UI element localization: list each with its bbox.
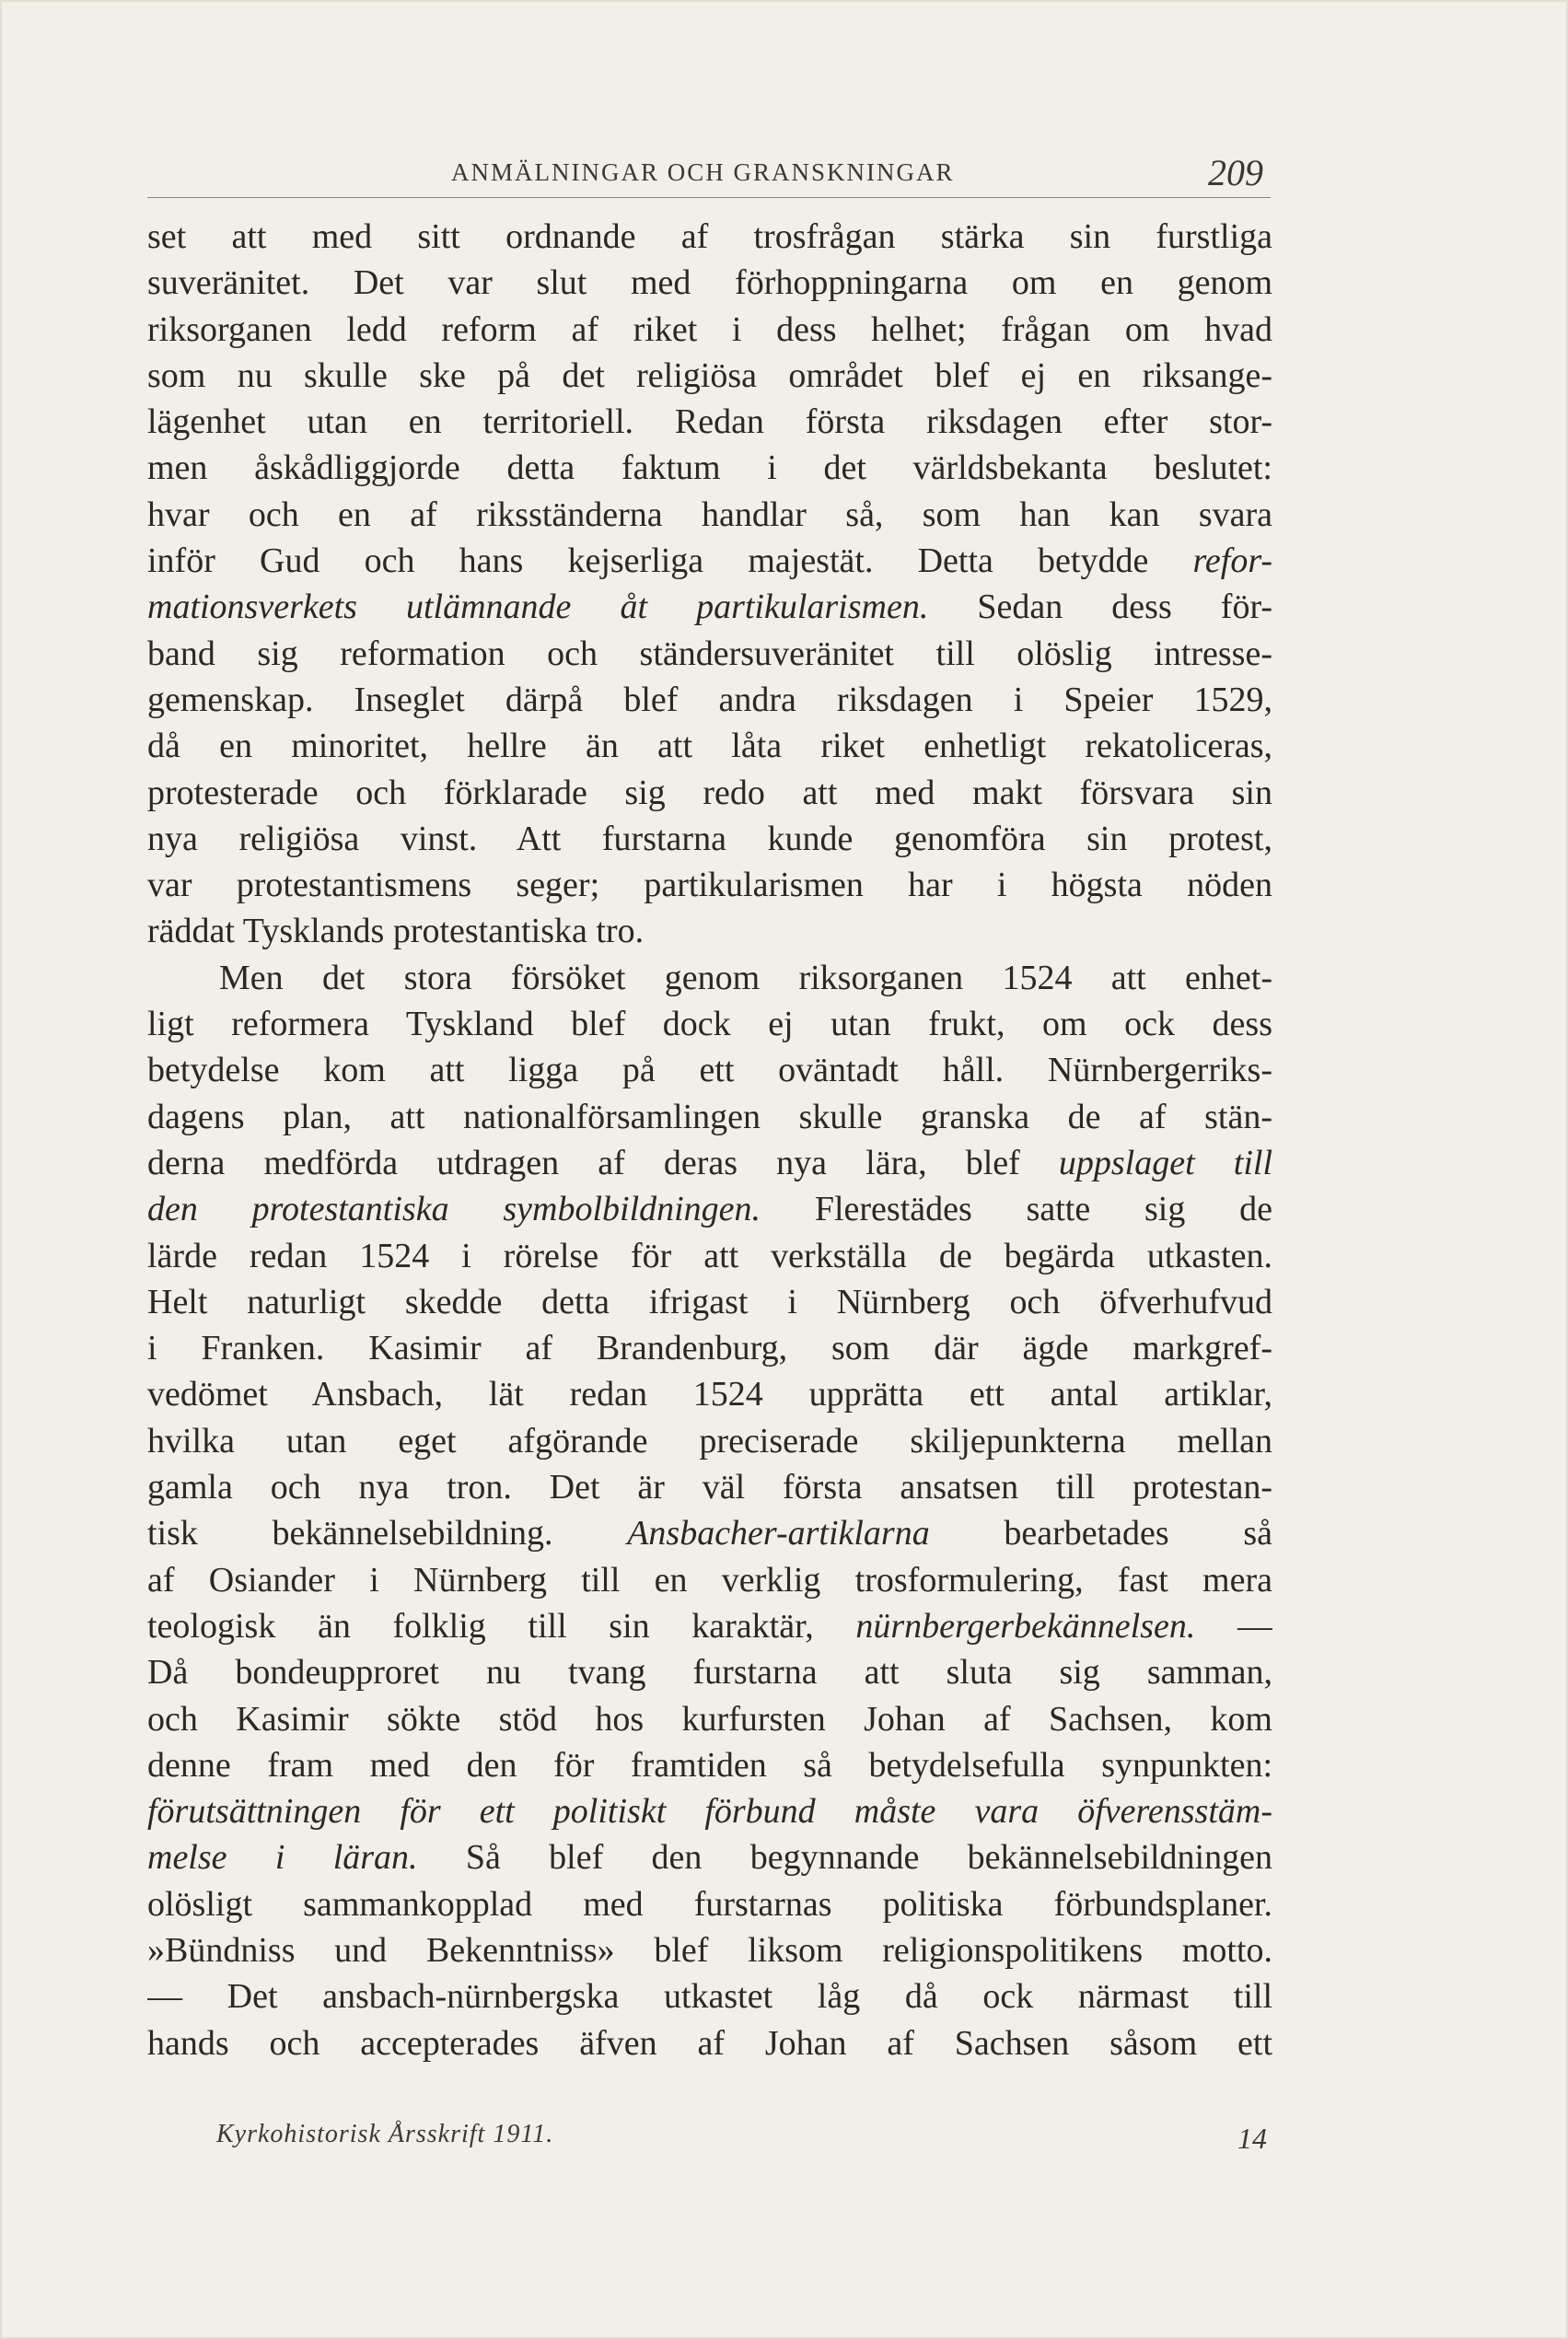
italic-phrase: den protestantiska symbolbildningen. [147,1190,761,1229]
text-line: gamla och nya tron. Det är väl första ansatsen till protestan- [147,1468,1272,1507]
text-line: hvilka utan eget afgörande preciserade skiljepunkterna mellan [147,1421,1272,1460]
text-line: riksorganen ledd reform af riket i dess helhet; frågan om hvad [147,309,1272,349]
text-line [147,1788,1272,1834]
text-line: Då bondeupproret nu tvang furstarna att sluta sig samman, [147,1653,1272,1693]
text-line: men åskådliggjorde detta faktum i det världsbekanta beslutet: [147,448,1272,488]
text-line: och Kasimir sökte stöd hos kurfursten Johan af Sachsen, kom [147,1699,1272,1739]
text-line: som nu skulle ske på det religiösa området blef ej en riksange- [147,355,1272,395]
text-line: teologisk än folklig till sin karaktär, nürnbergerbekännelsen. — [147,1606,1272,1646]
text-line: inför Gud och hans kejserliga majestät. Detta betydde refor- [147,541,1272,581]
running-head [147,151,1271,198]
text-line: derna medförda utdragen af deras nya lära, blef uppslaget till [147,1143,1272,1182]
text-line: den protestantiska symbolbildningen. Flerestädes satte sig de [147,1190,1272,1229]
text-line: band sig reformation och ständersuveränitet till olöslig intresse- [147,634,1272,673]
text-line: hands och accepterades äfven af Johan af Sachsen såsom ett [147,2023,1272,2063]
italic-phrase: förutsättningen för ett politiskt förbund måste vara öfverensstäm- [147,1792,1272,1832]
text-line: räddat Tysklands protestantiska tro. [147,912,645,951]
text-line: olösligt sammankopplad med furstarnas politiska förbundsplaner. [147,1884,1272,1924]
text-line: i Franken. Kasimir af Brandenburg, som där ägde markgref- [147,1329,1272,1368]
signature-mark: 14 [1237,2122,1267,2155]
text-line: Men det stora försöket genom riksorganen 1524 att enhet- [219,958,1272,997]
text-line: af Osiander i Nürnberg till en verklig trosformulering, fast mera [147,1560,1272,1600]
journal-title: Kyrkohistorisk Årsskrift 1911. [216,2120,554,2148]
body-text [147,214,1272,2066]
text-line: lägenhet utan en territoriell. Redan första riksdagen efter stor- [147,402,1272,442]
text-line: denne fram med den för framtiden så betydelsefulla synpunkten: [147,1745,1272,1785]
page-number: 209 [1208,152,1263,193]
text-line: melse i läran. Så blef den begynnande bekännelsebildningen [147,1838,1272,1878]
text-line: Helt naturligt skedde detta ifrigast i Nürnberg och öfverhufvud [147,1282,1272,1321]
text-line: betydelse kom att ligga på ett oväntadt håll. Nürnbergerriks- [147,1051,1272,1090]
text-line: gemenskap. Inseglet därpå blef andra riksdagen i Speier 1529, [147,680,1272,719]
italic-phrase: melse i läran. [147,1838,418,1878]
text-line: då en minoritet, hellre än att låta riket enhetligt rekatoliceras, [147,727,1272,766]
text-line: tisk bekännelsebildning. Ansbacher-artiklarna bearbetades så [147,1514,1272,1554]
italic-phrase: nürnbergerbekännelsen. [855,1606,1196,1646]
text-line: dagens plan, att nationalförsamlingen skulle granska de af stän- [147,1097,1272,1136]
text-line: protesterade och förklarade sig redo att med makt försvara sin [147,773,1272,812]
italic-phrase: uppslaget till [1058,1143,1272,1182]
text-line: vedömet Ansbach, lät redan 1524 upprätta ett antal artiklar, [147,1375,1272,1414]
text-line: »Bündniss und Bekenntniss» blef liksom religionspolitikens motto. [147,1930,1272,1970]
text-line: lärde redan 1524 i rörelse för att verkställa de begärda utkasten. [147,1236,1272,1275]
text-line: set att med sitt ordnande af trosfrågan stärka sin furstliga [147,217,1272,256]
running-title: ANMÄLNINGAR OCH GRANSKNINGAR [451,158,955,186]
italic-phrase: refor- [1192,541,1272,581]
text-line: nya religiösa vinst. Att furstarna kunde genomföra sin protest, [147,819,1272,858]
text-line: — Det ansbach-nürnbergska utkastet låg då ock närmast till [147,1977,1272,2017]
text-line: var protestantismens seger; partikularismen har i högsta nöden [147,866,1272,905]
text-line: mationsverkets utlämnande åt partikularismen. Sedan dess för- [147,588,1272,627]
text-line: hvar och en af riksständerna handlar så, som han kan svara [147,495,1272,534]
text-line: ligt reformera Tyskland blef dock ej utan frukt, om ock dess [147,1005,1272,1044]
page-footer [216,2120,1271,2166]
italic-phrase: mationsverkets utlämnande åt partikularismen. [147,588,929,627]
text-line: suveränitet. Det var slut med förhoppningarna om en genom [147,263,1272,303]
italic-phrase: Ansbacher-artiklarna [627,1514,930,1554]
